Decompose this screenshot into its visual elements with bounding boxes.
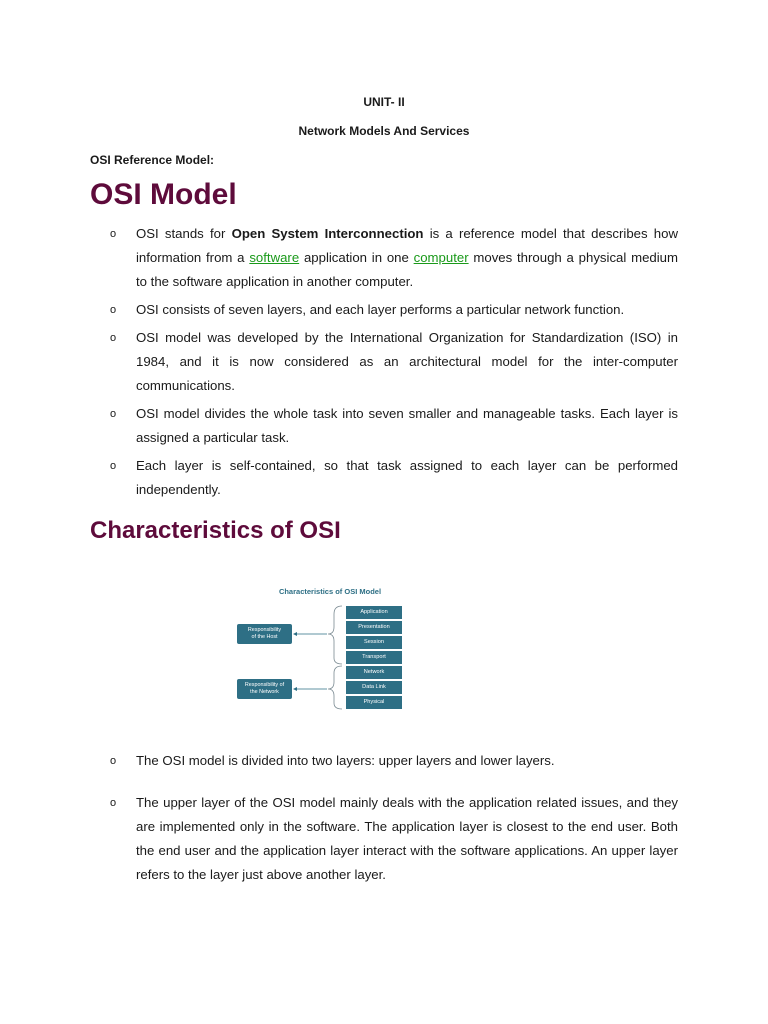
list-item: o Each layer is self-contained, so that task assigned to each layer can be performed independently. [110, 454, 678, 502]
osi-characteristics-diagram [230, 580, 415, 715]
host-arrowhead-icon [293, 632, 297, 636]
upper-brace [328, 606, 342, 664]
osi-model-heading: OSI Model [90, 178, 237, 211]
layer-session: Session [346, 636, 402, 649]
layer-physical: Physical [346, 696, 402, 709]
network-responsibility-box: Responsibility of the Network [237, 679, 292, 699]
layer-application: Application [346, 606, 402, 619]
list-item: o OSI model divides the whole task into seven smaller and manageable tasks. Each layer is assigned a particular task. [110, 402, 678, 450]
diagram-connectors [230, 580, 415, 715]
lower-brace [328, 666, 342, 709]
layer-network: Network [346, 666, 402, 679]
bullet-icon: o [110, 460, 117, 472]
list-item: o OSI model was developed by the International Organization for Standardization (ISO) in 1984, and it is now considered as an architectural model for the inter-computer communications. [110, 326, 678, 398]
characteristics-list [110, 749, 678, 887]
software-link[interactable]: software [249, 250, 300, 265]
section-label: OSI Reference Model: [90, 153, 215, 167]
unit-title: UNIT- II [363, 95, 405, 109]
list-item: o OSI consists of seven layers, and each layer performs a particular network function. [110, 298, 678, 322]
bullet-icon: o [110, 332, 117, 344]
bullet-icon: o [110, 408, 117, 420]
list-item: o The upper layer of the OSI model mainly deals with the application related issues, and they are implemented only in the software. The application layer is closest to the end user. Both the end user and the application layer interact with the software applications. An upper layer refers to the layer just above another layer. [110, 791, 678, 887]
list-item: o OSI stands for Open System Interconnection is a reference model that describes how information from a software application in one computer moves through a physical medium to the software application in another computer. [110, 222, 678, 294]
document-subtitle: Network Models And Services [298, 124, 470, 138]
diagram-title: Characteristics of OSI Model [278, 587, 382, 596]
layer-presentation: Presentation [346, 621, 402, 634]
osi-model-list [110, 222, 678, 502]
bullet-icon: o [110, 228, 117, 240]
bold-term: Open System Interconnection [231, 226, 424, 241]
network-arrowhead-icon [293, 687, 297, 691]
bullet-icon: o [110, 304, 117, 316]
host-responsibility-box: Responsibility of the Host [237, 624, 292, 644]
bullet-icon: o [110, 755, 117, 767]
layer-data-link: Data Link [346, 681, 402, 694]
characteristics-heading: Characteristics of OSI [90, 517, 341, 544]
list-item: o The OSI model is divided into two layers: upper layers and lower layers. [110, 749, 678, 773]
computer-link[interactable]: computer [413, 250, 469, 265]
layer-transport: Transport [346, 651, 402, 664]
bullet-icon: o [110, 797, 117, 809]
